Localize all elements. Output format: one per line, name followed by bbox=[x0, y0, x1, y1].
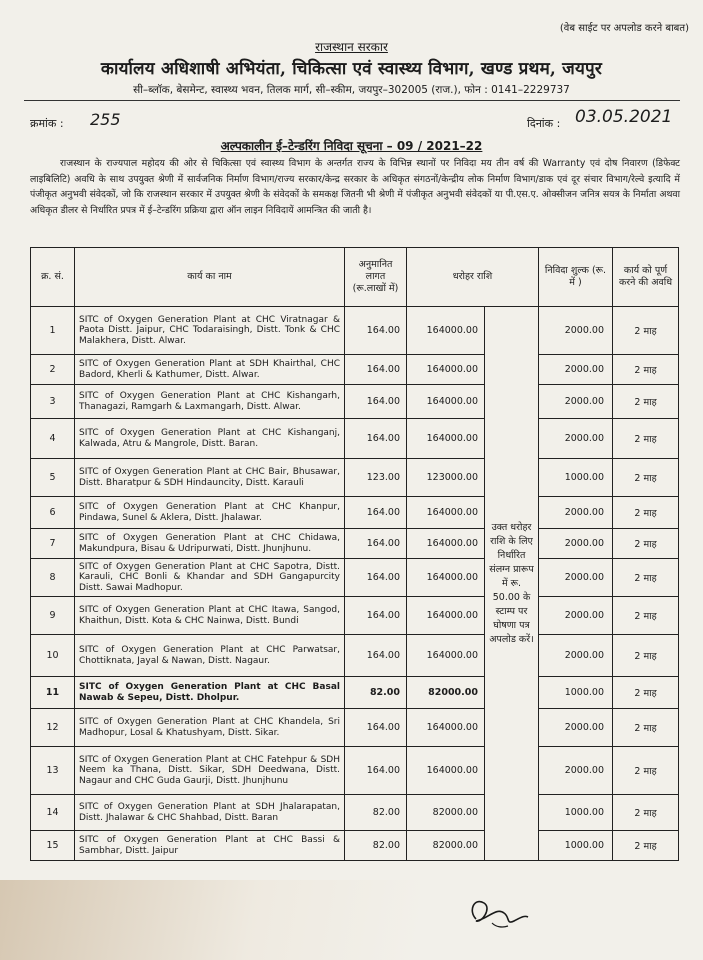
cell-tender-fee: 2000.00 bbox=[539, 355, 613, 385]
cell-completion-period: 2 माह bbox=[613, 747, 679, 795]
cell-tender-fee: 1000.00 bbox=[539, 795, 613, 831]
intro-paragraph: राजस्थान के राज्यपाल महोदय की ओर से चिकित्सा एवं स्वास्थ्य विभाग के अन्तर्गत राज्य के विभिन्न स्थानों पर निविदा मय तीन वर्ष की Warranty एवं दोष निवारण (डिफेक्ट लाइबिलिटि) अवधि के साथ उपयुक्त श्रेणी में सार्वजनिक निर्माण विभाग/राज्य सरकार/केन्द्र सरकार के अधिकृत संगठनों/केन्द्रीय लोक निर्माण विभाग/डाक एवं दूर संचार विभाग/रेल्वे इत्यादि में पंजीकृत अनुभवी संवेदकों, जो कि राजस्थान सरकार में उपयुक्त श्रेणी के संवेदकों के समकक्ष जितनी भी श्रेणी में पंजीकृत अनुभवी संवेदकों या पी.एस.ए. ओक्सीजन जनित्र सयत्र के निर्माता अथवा अधिकृत डीलर से निर्धारित प्रपत्र में ई–टेन्डरिंग प्रक्रिया द्वारा ऑन लाइन निविदायें आमन्त्रित की जाती है। bbox=[30, 158, 680, 216]
cell-tender-fee: 2000.00 bbox=[539, 307, 613, 355]
cell-tender-fee: 1000.00 bbox=[539, 677, 613, 709]
table-row bbox=[31, 795, 679, 831]
cell-estimated-cost: 82.00 bbox=[345, 795, 407, 831]
cell-estimated-cost: 82.00 bbox=[345, 677, 407, 709]
table-row bbox=[31, 747, 679, 795]
cell-work-name: SITC of Oxygen Generation Plant at CHC Kishangarh, Thanagazi, Ramgarh & Laxmangarh, Distt. Alwar. bbox=[75, 385, 345, 419]
cell-estimated-cost: 164.00 bbox=[345, 635, 407, 677]
cell-estimated-cost: 164.00 bbox=[345, 307, 407, 355]
cell-completion-period: 2 माह bbox=[613, 795, 679, 831]
cell-completion-period: 2 माह bbox=[613, 709, 679, 747]
cell-sr: 14 bbox=[31, 795, 75, 831]
cell-completion-period: 2 माह bbox=[613, 307, 679, 355]
cell-sr: 8 bbox=[31, 559, 75, 597]
cell-completion-period: 2 माह bbox=[613, 677, 679, 709]
table-row bbox=[31, 459, 679, 497]
cell-sr: 3 bbox=[31, 385, 75, 419]
cell-tender-fee: 2000.00 bbox=[539, 385, 613, 419]
reference-number-value: 255 bbox=[90, 110, 121, 129]
cell-work-name: SITC of Oxygen Generation Plant at CHC Khanpur, Pindawa, Sunel & Aklera, Distt. Jhalawar. bbox=[75, 497, 345, 529]
cell-work-name: SITC of Oxygen Generation Plant at CHC Sapotra, Distt. Karauli, CHC Bonli & Khandar and SDH Gangapurcity Distt. Sawai Madhopur. bbox=[75, 559, 345, 597]
table-row bbox=[31, 831, 679, 861]
cell-estimated-cost: 164.00 bbox=[345, 355, 407, 385]
cell-estimated-cost: 164.00 bbox=[345, 419, 407, 459]
website-upload-note: (वेब साईट पर अपलोड करने बाबत) bbox=[559, 23, 689, 34]
table-row bbox=[31, 635, 679, 677]
office-address: सी–ब्लॉक, बेसमेन्ट, स्वास्थ्य भवन, तिलक मार्ग, सी–स्कीम, जयपुर–302005 (राज.), फोन : 0141–2229737 bbox=[133, 84, 570, 96]
signature-icon bbox=[462, 893, 532, 933]
cell-emd-amount: 164000.00 bbox=[407, 597, 485, 635]
cell-completion-period: 2 माह bbox=[613, 559, 679, 597]
table-row bbox=[31, 559, 679, 597]
cell-estimated-cost: 123.00 bbox=[345, 459, 407, 497]
header-divider bbox=[24, 100, 680, 101]
cell-tender-fee: 2000.00 bbox=[539, 747, 613, 795]
cell-estimated-cost: 82.00 bbox=[345, 831, 407, 861]
table-row bbox=[31, 677, 679, 709]
cell-sr: 13 bbox=[31, 747, 75, 795]
cell-completion-period: 2 माह bbox=[613, 635, 679, 677]
cell-tender-fee: 1000.00 bbox=[539, 831, 613, 861]
government-heading: राजस्थान सरकार bbox=[315, 40, 388, 54]
cell-completion-period: 2 माह bbox=[613, 355, 679, 385]
table-row bbox=[31, 355, 679, 385]
cell-tender-fee: 2000.00 bbox=[539, 709, 613, 747]
cell-emd-amount: 164000.00 bbox=[407, 635, 485, 677]
cell-sr: 4 bbox=[31, 419, 75, 459]
cell-tender-fee: 2000.00 bbox=[539, 597, 613, 635]
cell-work-name: SITC of Oxygen Generation Plant at CHC Viratnagar & Paota Distt. Jaipur, CHC Todaraisingh, Distt. Tonk & CHC Malakhera, Distt. Alwar. bbox=[75, 307, 345, 355]
cell-emd-amount: 82000.00 bbox=[407, 677, 485, 709]
cell-completion-period: 2 माह bbox=[613, 459, 679, 497]
table-row bbox=[31, 529, 679, 559]
cell-sr: 5 bbox=[31, 459, 75, 497]
cell-work-name: SITC of Oxygen Generation Plant at CHC Itawa, Sangod, Khaithun, Distt. Kota & CHC Nainwa, Distt. Bundi bbox=[75, 597, 345, 635]
reference-number-label: क्रमांक : bbox=[30, 117, 64, 130]
cell-work-name: SITC of Oxygen Generation Plant at CHC Khandela, Sri Madhopur, Losal & Khatushyam, Distt. Sikar. bbox=[75, 709, 345, 747]
cell-emd-amount: 164000.00 bbox=[407, 747, 485, 795]
cell-completion-period: 2 माह bbox=[613, 385, 679, 419]
cell-completion-period: 2 माह bbox=[613, 497, 679, 529]
cell-work-name: SITC of Oxygen Generation Plant at CHC Bair, Bhusawar, Distt. Bharatpur & SDH Hindauncity, Distt. Karauli bbox=[75, 459, 345, 497]
table-row bbox=[31, 597, 679, 635]
cell-emd-amount: 164000.00 bbox=[407, 385, 485, 419]
table-row bbox=[31, 385, 679, 419]
header-tender-fee: निविदा शुल्क (रू. में ) bbox=[539, 248, 613, 307]
cell-sr: 15 bbox=[31, 831, 75, 861]
table-row bbox=[31, 709, 679, 747]
header-estimated-cost: अनुमानित लागत (रू.लाखों में) bbox=[345, 248, 407, 307]
cell-sr: 10 bbox=[31, 635, 75, 677]
cell-sr: 6 bbox=[31, 497, 75, 529]
cell-work-name: SITC of Oxygen Generation Plant at CHC Fatehpur & SDH Neem ka Thana, Distt. Sikar, SDH Deedwana, Distt. Nagaur and CHC Guda Gaurji, Distt. Jhunjhunu bbox=[75, 747, 345, 795]
header-emd: धरोहर राशि bbox=[407, 248, 539, 307]
office-heading: कार्यालय अधिशाषी अभियंता, चिकित्सा एवं स्वास्थ्य विभाग, खण्ड प्रथम, जयपुर bbox=[100, 59, 603, 79]
header-sr: क्र. सं. bbox=[31, 248, 75, 307]
cell-completion-period: 2 माह bbox=[613, 419, 679, 459]
cell-estimated-cost: 164.00 bbox=[345, 709, 407, 747]
cell-estimated-cost: 164.00 bbox=[345, 597, 407, 635]
header-work-name: कार्य का नाम bbox=[75, 248, 345, 307]
cell-work-name: SITC of Oxygen Generation Plant at SDH Khairthal, CHC Badord, Kherli & Kathumer, Distt. Alwar. bbox=[75, 355, 345, 385]
table-row bbox=[31, 307, 679, 355]
date-value: 03.05.2021 bbox=[575, 107, 673, 127]
tender-table bbox=[30, 247, 679, 861]
cell-work-name: SITC of Oxygen Generation Plant at CHC Kishanganj, Kalwada, Atru & Mangrole, Distt. Baran. bbox=[75, 419, 345, 459]
cell-emd-amount: 164000.00 bbox=[407, 529, 485, 559]
cell-completion-period: 2 माह bbox=[613, 529, 679, 559]
paper-shadow bbox=[0, 880, 420, 960]
cell-emd-amount: 164000.00 bbox=[407, 355, 485, 385]
cell-emd-amount: 164000.00 bbox=[407, 307, 485, 355]
notice-title: अल्पकालीन ई–टेन्डरिंग निविदा सूचना – 09 / 2021–22 bbox=[220, 139, 483, 153]
cell-tender-fee: 2000.00 bbox=[539, 559, 613, 597]
cell-tender-fee: 2000.00 bbox=[539, 497, 613, 529]
cell-estimated-cost: 164.00 bbox=[345, 529, 407, 559]
cell-estimated-cost: 164.00 bbox=[345, 497, 407, 529]
cell-tender-fee: 2000.00 bbox=[539, 419, 613, 459]
cell-emd-amount: 123000.00 bbox=[407, 459, 485, 497]
cell-emd-amount: 164000.00 bbox=[407, 497, 485, 529]
cell-tender-fee: 2000.00 bbox=[539, 529, 613, 559]
cell-emd-amount: 164000.00 bbox=[407, 419, 485, 459]
cell-sr: 7 bbox=[31, 529, 75, 559]
table-row bbox=[31, 497, 679, 529]
cell-tender-fee: 1000.00 bbox=[539, 459, 613, 497]
cell-work-name: SITC of Oxygen Generation Plant at CHC Chidawa, Makundpura, Bisau & Udripurwati, Distt. Jhunjhunu. bbox=[75, 529, 345, 559]
cell-estimated-cost: 164.00 bbox=[345, 559, 407, 597]
cell-emd-amount: 82000.00 bbox=[407, 795, 485, 831]
table-header-row bbox=[31, 248, 679, 307]
header-completion-period: कार्य को पूर्ण करने की अवधि bbox=[613, 248, 679, 307]
cell-work-name: SITC of Oxygen Generation Plant at CHC Bassi & Sambhar, Distt. Jaipur bbox=[75, 831, 345, 861]
cell-emd-amount: 164000.00 bbox=[407, 709, 485, 747]
cell-work-name: SITC of Oxygen Generation Plant at SDH Jhalarapatan, Distt. Jhalawar & CHC Shahbad, Distt. Baran bbox=[75, 795, 345, 831]
cell-emd-note: उक्त धरोहर राशि के लिए निर्धारित संलग्न प्रारूप में रू. 50.00 के स्टाम्प पर घोषणा पत्र अपलोड करें। bbox=[485, 307, 539, 861]
cell-tender-fee: 2000.00 bbox=[539, 635, 613, 677]
cell-completion-period: 2 माह bbox=[613, 597, 679, 635]
cell-completion-period: 2 माह bbox=[613, 831, 679, 861]
cell-work-name: SITC of Oxygen Generation Plant at CHC Basal Nawab & Sepeu, Distt. Dholpur. bbox=[75, 677, 345, 709]
cell-emd-amount: 82000.00 bbox=[407, 831, 485, 861]
date-label: दिनांक : bbox=[527, 117, 561, 130]
cell-estimated-cost: 164.00 bbox=[345, 385, 407, 419]
cell-sr: 1 bbox=[31, 307, 75, 355]
cell-sr: 9 bbox=[31, 597, 75, 635]
cell-sr: 2 bbox=[31, 355, 75, 385]
cell-sr: 12 bbox=[31, 709, 75, 747]
cell-work-name: SITC of Oxygen Generation Plant at CHC Parwatsar, Chottiknata, Jayal & Nawan, Distt. Nagaur. bbox=[75, 635, 345, 677]
cell-estimated-cost: 164.00 bbox=[345, 747, 407, 795]
cell-emd-amount: 164000.00 bbox=[407, 559, 485, 597]
table-row bbox=[31, 419, 679, 459]
cell-sr: 11 bbox=[31, 677, 75, 709]
